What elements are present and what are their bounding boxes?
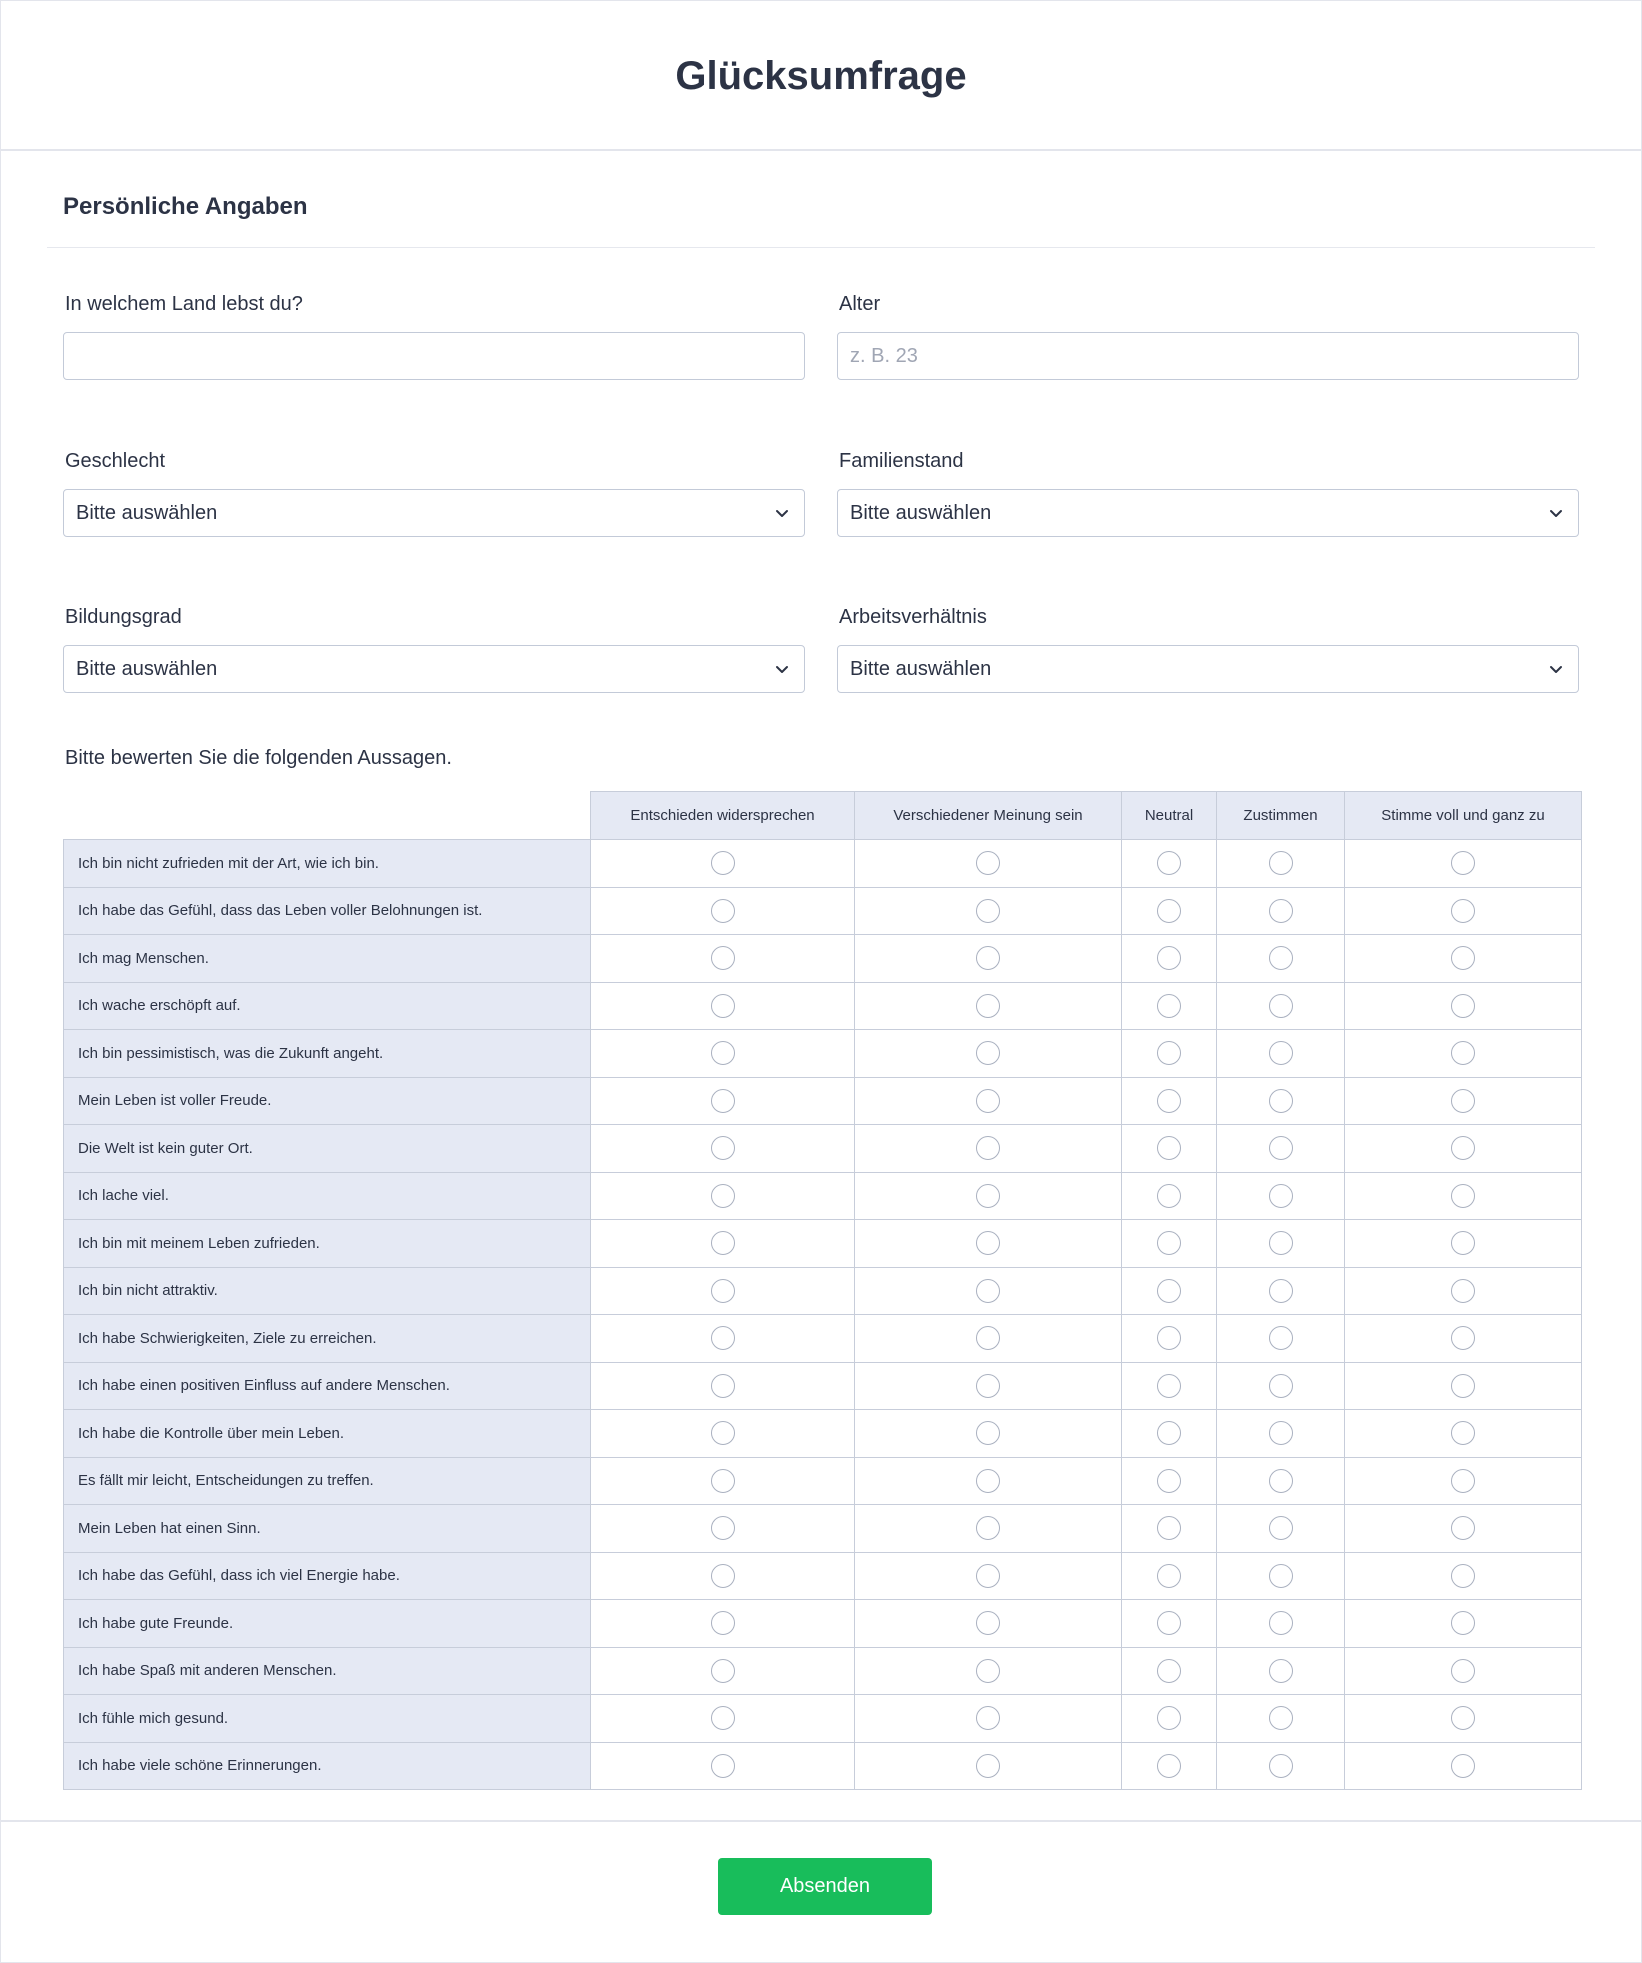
rating-radio[interactable] bbox=[976, 1611, 1000, 1635]
matrix-cell bbox=[855, 982, 1122, 1030]
matrix-question: Ich habe das Gefühl, dass das Leben voller Belohnungen ist. bbox=[64, 887, 591, 935]
matrix-row bbox=[64, 1505, 1582, 1553]
matrix-cell bbox=[1345, 1125, 1582, 1173]
rating-radio[interactable] bbox=[1157, 1326, 1181, 1350]
matrix-cell bbox=[855, 1077, 1122, 1125]
matrix-cell bbox=[855, 1172, 1122, 1220]
matrix-question: Ich bin mit meinem Leben zufrieden. bbox=[64, 1220, 591, 1268]
matrix-column-header: Stimme voll und ganz zu bbox=[1345, 792, 1582, 840]
matrix-cell bbox=[1122, 1695, 1217, 1743]
rating-radio[interactable] bbox=[1451, 1279, 1475, 1303]
matrix-question: Es fällt mir leicht, Entscheidungen zu treffen. bbox=[64, 1457, 591, 1505]
rating-radio[interactable] bbox=[976, 1516, 1000, 1540]
form-footer bbox=[1, 1820, 1641, 1962]
rating-radio[interactable] bbox=[1269, 1326, 1293, 1350]
matrix-row bbox=[64, 1410, 1582, 1458]
matrix-cell bbox=[1345, 840, 1582, 888]
matrix-cell bbox=[1345, 1552, 1582, 1600]
marital-label: Familienstand bbox=[839, 450, 964, 472]
matrix-cell bbox=[1217, 1030, 1345, 1078]
matrix-cell bbox=[1122, 1600, 1217, 1648]
matrix-cell bbox=[855, 1410, 1122, 1458]
rating-radio[interactable] bbox=[1157, 1706, 1181, 1730]
rating-radio[interactable] bbox=[1157, 1041, 1181, 1065]
matrix-cell bbox=[855, 1220, 1122, 1268]
rating-radio[interactable] bbox=[711, 1374, 735, 1398]
marital-field bbox=[837, 447, 1579, 537]
matrix-cell bbox=[855, 1362, 1122, 1410]
matrix-cell bbox=[855, 1647, 1122, 1695]
matrix-cell bbox=[1345, 1220, 1582, 1268]
rating-radio[interactable] bbox=[1157, 1374, 1181, 1398]
matrix-cell bbox=[1122, 1125, 1217, 1173]
rating-radio[interactable] bbox=[1451, 1516, 1475, 1540]
matrix-cell bbox=[591, 1362, 855, 1410]
page-title: Glücksumfrage bbox=[675, 53, 967, 98]
rating-radio[interactable] bbox=[976, 1231, 1000, 1255]
rating-radio[interactable] bbox=[1157, 1184, 1181, 1208]
matrix-row bbox=[64, 1315, 1582, 1363]
matrix-cell bbox=[1122, 935, 1217, 983]
rating-radio[interactable] bbox=[1157, 1089, 1181, 1113]
rating-radio[interactable] bbox=[1269, 1611, 1293, 1635]
rating-radio[interactable] bbox=[711, 1516, 735, 1540]
matrix-cell bbox=[855, 1267, 1122, 1315]
rating-radio[interactable] bbox=[711, 1611, 735, 1635]
matrix-cell bbox=[1345, 887, 1582, 935]
matrix-question: Ich habe die Kontrolle über mein Leben. bbox=[64, 1410, 591, 1458]
matrix-label: Bitte bewerten Sie die folgenden Aussagen. bbox=[65, 747, 452, 769]
matrix-cell bbox=[1122, 1505, 1217, 1553]
matrix-row bbox=[64, 1125, 1582, 1173]
rating-radio[interactable] bbox=[1269, 899, 1293, 923]
matrix-question: Ich wache erschöpft auf. bbox=[64, 982, 591, 1030]
rating-radio[interactable] bbox=[976, 1469, 1000, 1493]
matrix-cell bbox=[855, 1457, 1122, 1505]
rating-radio[interactable] bbox=[1269, 1469, 1293, 1493]
matrix-cell bbox=[1122, 1647, 1217, 1695]
rating-radio[interactable] bbox=[1451, 1706, 1475, 1730]
matrix-question: Die Welt ist kein guter Ort. bbox=[64, 1125, 591, 1173]
education-select[interactable] bbox=[63, 645, 805, 693]
rating-radio[interactable] bbox=[1157, 1469, 1181, 1493]
matrix-row bbox=[64, 1077, 1582, 1125]
employment-select-value: Bitte auswählen bbox=[850, 657, 992, 680]
matrix-cell bbox=[1345, 1695, 1582, 1743]
rating-radio[interactable] bbox=[1451, 1754, 1475, 1778]
matrix-cell bbox=[1217, 1172, 1345, 1220]
rating-radio[interactable] bbox=[1269, 994, 1293, 1018]
matrix-cell bbox=[591, 1030, 855, 1078]
rating-radio[interactable] bbox=[1269, 851, 1293, 875]
rating-radio[interactable] bbox=[1269, 946, 1293, 970]
rating-radio[interactable] bbox=[711, 1564, 735, 1588]
matrix-cell bbox=[1345, 935, 1582, 983]
rating-radio[interactable] bbox=[1451, 1326, 1475, 1350]
matrix-cell bbox=[591, 1220, 855, 1268]
rating-radio[interactable] bbox=[1157, 1611, 1181, 1635]
education-select-value: Bitte auswählen bbox=[76, 657, 218, 680]
rating-radio[interactable] bbox=[1269, 1754, 1293, 1778]
matrix-cell bbox=[1217, 1552, 1345, 1600]
matrix-cell bbox=[1217, 935, 1345, 983]
matrix-cell bbox=[591, 1600, 855, 1648]
matrix-cell bbox=[591, 1172, 855, 1220]
matrix-row bbox=[64, 1030, 1582, 1078]
rating-radio[interactable] bbox=[1451, 1184, 1475, 1208]
rating-radio[interactable] bbox=[1451, 1374, 1475, 1398]
rating-radio[interactable] bbox=[711, 1659, 735, 1683]
matrix-cell bbox=[1122, 1030, 1217, 1078]
matrix-cell bbox=[1217, 1505, 1345, 1553]
matrix-cell bbox=[591, 1647, 855, 1695]
matrix-cell bbox=[855, 1315, 1122, 1363]
matrix-question: Mein Leben ist voller Freude. bbox=[64, 1077, 591, 1125]
matrix-cell bbox=[855, 1600, 1122, 1648]
rating-radio[interactable] bbox=[1157, 1564, 1181, 1588]
matrix-cell bbox=[591, 935, 855, 983]
chevron-down-icon bbox=[1546, 659, 1566, 679]
matrix-cell bbox=[591, 887, 855, 935]
age-label: Alter bbox=[839, 293, 881, 315]
gender-label: Geschlecht bbox=[65, 450, 166, 472]
rating-radio[interactable] bbox=[711, 1231, 735, 1255]
matrix-column-header: Verschiedener Meinung sein bbox=[855, 792, 1122, 840]
submit-button[interactable]: Absenden bbox=[718, 1858, 932, 1915]
matrix-cell bbox=[591, 1457, 855, 1505]
chevron-down-icon bbox=[1546, 503, 1566, 523]
rating-radio[interactable] bbox=[711, 1469, 735, 1493]
rating-radio[interactable] bbox=[1451, 946, 1475, 970]
matrix-cell bbox=[591, 1410, 855, 1458]
matrix-row bbox=[64, 1600, 1582, 1648]
matrix-question: Ich habe Schwierigkeiten, Ziele zu erreichen. bbox=[64, 1315, 591, 1363]
rating-radio[interactable] bbox=[711, 1754, 735, 1778]
rating-radio[interactable] bbox=[1269, 1279, 1293, 1303]
matrix-cell bbox=[1122, 840, 1217, 888]
matrix-cell bbox=[1217, 1695, 1345, 1743]
form-header bbox=[1, 1, 1641, 151]
rating-matrix bbox=[63, 791, 1582, 1790]
rating-radio[interactable] bbox=[1157, 899, 1181, 923]
matrix-row bbox=[64, 887, 1582, 935]
rating-radio[interactable] bbox=[1451, 851, 1475, 875]
rating-radio[interactable] bbox=[1451, 1041, 1475, 1065]
matrix-cell bbox=[855, 935, 1122, 983]
matrix-cell bbox=[591, 840, 855, 888]
matrix-cell bbox=[1217, 1410, 1345, 1458]
employment-label: Arbeitsverhältnis bbox=[839, 606, 987, 628]
rating-radio[interactable] bbox=[1157, 994, 1181, 1018]
matrix-cell bbox=[1217, 1457, 1345, 1505]
matrix-column-header: Entschieden widersprechen bbox=[591, 792, 855, 840]
rating-radio[interactable] bbox=[711, 1136, 735, 1160]
matrix-cell bbox=[1217, 1362, 1345, 1410]
rating-radio[interactable] bbox=[1269, 1231, 1293, 1255]
matrix-question: Ich lache viel. bbox=[64, 1172, 591, 1220]
education-field bbox=[63, 603, 805, 693]
matrix-cell bbox=[1217, 1315, 1345, 1363]
matrix-row bbox=[64, 982, 1582, 1030]
matrix-row bbox=[64, 1457, 1582, 1505]
matrix-cell bbox=[1122, 1267, 1217, 1315]
matrix-cell bbox=[591, 1077, 855, 1125]
rating-radio[interactable] bbox=[711, 946, 735, 970]
matrix-cell bbox=[855, 1030, 1122, 1078]
rating-radio[interactable] bbox=[1157, 1231, 1181, 1255]
matrix-cell bbox=[855, 887, 1122, 935]
rating-radio[interactable] bbox=[1157, 1659, 1181, 1683]
rating-radio[interactable] bbox=[711, 994, 735, 1018]
rating-radio[interactable] bbox=[711, 1279, 735, 1303]
rating-radio[interactable] bbox=[976, 1564, 1000, 1588]
matrix-header-row bbox=[64, 792, 1582, 840]
rating-radio[interactable] bbox=[1157, 1516, 1181, 1540]
matrix-cell bbox=[591, 1125, 855, 1173]
matrix-cell bbox=[1345, 1315, 1582, 1363]
matrix-cell bbox=[1122, 1457, 1217, 1505]
matrix-row bbox=[64, 1172, 1582, 1220]
matrix-cell bbox=[1122, 982, 1217, 1030]
rating-radio[interactable] bbox=[976, 994, 1000, 1018]
matrix-cell bbox=[591, 982, 855, 1030]
country-input[interactable] bbox=[63, 332, 805, 380]
matrix-cell bbox=[1217, 1647, 1345, 1695]
rating-radio[interactable] bbox=[1269, 1374, 1293, 1398]
rating-radio[interactable] bbox=[1269, 1184, 1293, 1208]
matrix-cell bbox=[1345, 1600, 1582, 1648]
rating-radio[interactable] bbox=[976, 851, 1000, 875]
rating-radio[interactable] bbox=[1451, 1231, 1475, 1255]
rating-radio[interactable] bbox=[711, 1421, 735, 1445]
marital-select[interactable] bbox=[837, 489, 1579, 537]
matrix-cell bbox=[1122, 1077, 1217, 1125]
field-row bbox=[47, 603, 1595, 693]
matrix-cell bbox=[591, 1695, 855, 1743]
rating-radio[interactable] bbox=[1157, 1279, 1181, 1303]
rating-radio[interactable] bbox=[976, 1184, 1000, 1208]
rating-radio[interactable] bbox=[976, 1326, 1000, 1350]
rating-radio[interactable] bbox=[1269, 1089, 1293, 1113]
matrix-row bbox=[64, 1220, 1582, 1268]
matrix-cell bbox=[1345, 1030, 1582, 1078]
form-body bbox=[1, 151, 1641, 1790]
gender-field bbox=[63, 447, 805, 537]
employment-select[interactable] bbox=[837, 645, 1579, 693]
matrix-question: Ich bin nicht zufrieden mit der Art, wie ich bin. bbox=[64, 840, 591, 888]
matrix-question: Ich bin pessimistisch, was die Zukunft angeht. bbox=[64, 1030, 591, 1078]
rating-radio[interactable] bbox=[1451, 899, 1475, 923]
matrix-cell bbox=[1217, 887, 1345, 935]
rating-radio[interactable] bbox=[1451, 1136, 1475, 1160]
rating-radio[interactable] bbox=[976, 1421, 1000, 1445]
age-field bbox=[837, 290, 1579, 380]
rating-radio[interactable] bbox=[1451, 1564, 1475, 1588]
matrix-cell bbox=[1217, 982, 1345, 1030]
matrix-question: Ich bin nicht attraktiv. bbox=[64, 1267, 591, 1315]
matrix-cell bbox=[855, 1695, 1122, 1743]
section-title: Persönliche Angaben bbox=[47, 151, 1595, 248]
matrix-question: Ich habe das Gefühl, dass ich viel Energie habe. bbox=[64, 1552, 591, 1600]
chevron-down-icon bbox=[772, 659, 792, 679]
country-label: In welchem Land lebst du? bbox=[65, 293, 303, 315]
rating-radio[interactable] bbox=[1269, 1041, 1293, 1065]
matrix-cell bbox=[1345, 982, 1582, 1030]
rating-radio[interactable] bbox=[711, 1326, 735, 1350]
matrix-cell bbox=[1217, 1077, 1345, 1125]
matrix-cell bbox=[1122, 1315, 1217, 1363]
rating-radio[interactable] bbox=[1451, 1421, 1475, 1445]
rating-radio[interactable] bbox=[1269, 1564, 1293, 1588]
rating-radio[interactable] bbox=[976, 1136, 1000, 1160]
matrix-row bbox=[64, 1267, 1582, 1315]
rating-radio[interactable] bbox=[976, 1041, 1000, 1065]
rating-radio[interactable] bbox=[1451, 1659, 1475, 1683]
matrix-cell bbox=[591, 1505, 855, 1553]
rating-radio[interactable] bbox=[1157, 851, 1181, 875]
matrix-body bbox=[64, 840, 1582, 1790]
rating-radio[interactable] bbox=[711, 899, 735, 923]
rating-radio[interactable] bbox=[1157, 1754, 1181, 1778]
matrix-column-header: Neutral bbox=[1122, 792, 1217, 840]
matrix-cell bbox=[1345, 1077, 1582, 1125]
matrix-row bbox=[64, 1552, 1582, 1600]
rating-radio[interactable] bbox=[1269, 1136, 1293, 1160]
matrix-cell bbox=[1345, 1172, 1582, 1220]
field-row bbox=[47, 447, 1595, 537]
rating-radio[interactable] bbox=[1269, 1659, 1293, 1683]
matrix-cell bbox=[1122, 1172, 1217, 1220]
matrix-cell bbox=[1217, 1125, 1345, 1173]
matrix-cell bbox=[1122, 1742, 1217, 1790]
matrix-question: Ich fühle mich gesund. bbox=[64, 1695, 591, 1743]
rating-radio[interactable] bbox=[1451, 1469, 1475, 1493]
matrix-cell bbox=[591, 1742, 855, 1790]
matrix-cell bbox=[591, 1552, 855, 1600]
rating-radio[interactable] bbox=[1157, 1421, 1181, 1445]
matrix-cell bbox=[1345, 1505, 1582, 1553]
matrix-row bbox=[64, 1695, 1582, 1743]
matrix-cell bbox=[1122, 887, 1217, 935]
employment-field bbox=[837, 603, 1579, 693]
matrix-cell bbox=[1345, 1267, 1582, 1315]
rating-radio[interactable] bbox=[1451, 1611, 1475, 1635]
matrix-question: Ich habe gute Freunde. bbox=[64, 1600, 591, 1648]
rating-radio[interactable] bbox=[976, 1706, 1000, 1730]
rating-radio[interactable] bbox=[976, 1374, 1000, 1398]
rating-radio[interactable] bbox=[1269, 1516, 1293, 1540]
rating-radio[interactable] bbox=[976, 1279, 1000, 1303]
gender-select-value: Bitte auswählen bbox=[76, 501, 218, 524]
matrix-question: Mein Leben hat einen Sinn. bbox=[64, 1505, 591, 1553]
matrix-question: Ich habe viele schöne Erinnerungen. bbox=[64, 1742, 591, 1790]
chevron-down-icon bbox=[772, 503, 792, 523]
matrix-row bbox=[64, 1362, 1582, 1410]
education-label: Bildungsgrad bbox=[65, 606, 182, 628]
matrix-cell bbox=[1345, 1362, 1582, 1410]
matrix-cell bbox=[1217, 1742, 1345, 1790]
matrix-cell bbox=[855, 1505, 1122, 1553]
matrix-cell bbox=[1217, 1267, 1345, 1315]
rating-radio[interactable] bbox=[711, 1089, 735, 1113]
rating-radio[interactable] bbox=[976, 946, 1000, 970]
field-row bbox=[47, 290, 1595, 380]
matrix-cell bbox=[1217, 1600, 1345, 1648]
matrix-cell bbox=[1345, 1457, 1582, 1505]
matrix-row bbox=[64, 1742, 1582, 1790]
matrix-corner bbox=[64, 792, 591, 840]
matrix-column-header: Zustimmen bbox=[1217, 792, 1345, 840]
matrix-cell bbox=[1122, 1552, 1217, 1600]
rating-radio[interactable] bbox=[711, 851, 735, 875]
rating-radio[interactable] bbox=[1269, 1421, 1293, 1445]
rating-radio[interactable] bbox=[1157, 1136, 1181, 1160]
rating-radio[interactable] bbox=[976, 899, 1000, 923]
rating-radio[interactable] bbox=[1269, 1706, 1293, 1730]
matrix-cell bbox=[1345, 1647, 1582, 1695]
age-input[interactable]: z. B. 23 bbox=[837, 332, 1579, 380]
gender-select[interactable] bbox=[63, 489, 805, 537]
rating-radio[interactable] bbox=[1451, 1089, 1475, 1113]
matrix-question: Ich habe Spaß mit anderen Menschen. bbox=[64, 1647, 591, 1695]
rating-radio[interactable] bbox=[711, 1706, 735, 1730]
matrix-cell bbox=[855, 840, 1122, 888]
matrix-row bbox=[64, 935, 1582, 983]
rating-radio[interactable] bbox=[976, 1089, 1000, 1113]
rating-radio[interactable] bbox=[1157, 946, 1181, 970]
marital-select-value: Bitte auswählen bbox=[850, 501, 992, 524]
matrix-question: Ich habe einen positiven Einfluss auf andere Menschen. bbox=[64, 1362, 591, 1410]
country-field bbox=[63, 290, 805, 380]
matrix-cell bbox=[1217, 1220, 1345, 1268]
matrix-cell bbox=[855, 1125, 1122, 1173]
matrix-cell bbox=[1217, 840, 1345, 888]
matrix-cell bbox=[1345, 1742, 1582, 1790]
matrix-question: Ich mag Menschen. bbox=[64, 935, 591, 983]
matrix-cell bbox=[591, 1267, 855, 1315]
matrix-cell bbox=[855, 1552, 1122, 1600]
rating-radio[interactable] bbox=[976, 1659, 1000, 1683]
rating-radio[interactable] bbox=[1451, 994, 1475, 1018]
rating-radio[interactable] bbox=[711, 1184, 735, 1208]
matrix-cell bbox=[591, 1315, 855, 1363]
matrix-row bbox=[64, 1647, 1582, 1695]
matrix-cell bbox=[1122, 1220, 1217, 1268]
rating-radio[interactable] bbox=[711, 1041, 735, 1065]
matrix-row bbox=[64, 840, 1582, 888]
rating-radio[interactable] bbox=[976, 1754, 1000, 1778]
matrix-cell bbox=[1122, 1362, 1217, 1410]
matrix-cell bbox=[1122, 1410, 1217, 1458]
matrix-cell bbox=[855, 1742, 1122, 1790]
matrix-cell bbox=[1345, 1410, 1582, 1458]
